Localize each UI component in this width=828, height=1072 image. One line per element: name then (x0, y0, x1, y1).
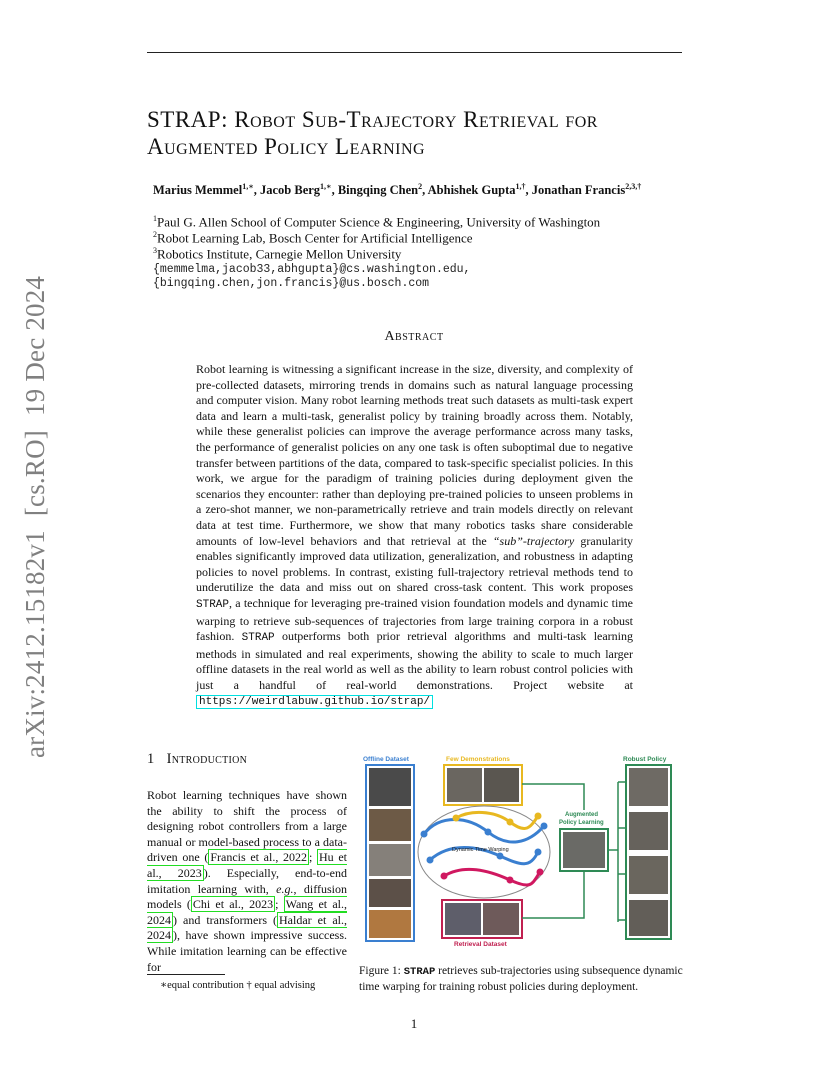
intro-emphasis: e.g. (276, 881, 294, 896)
augmented-policy-image (560, 829, 608, 871)
augmented-label-1: Augmented (565, 812, 598, 818)
few-demonstrations-label: Few Demonstrations (446, 756, 510, 763)
method-name: STRAP (241, 632, 275, 645)
author-name: Bingqing Chen (337, 183, 419, 198)
section-heading (147, 751, 247, 768)
project-website-link[interactable]: https://weirdlabuw.github.io/strap/ (196, 695, 433, 709)
robust-policy-label: Robust Policy (623, 756, 667, 763)
citation-link[interactable]: Francis et al., 2022 (210, 850, 307, 865)
affiliation-text: Paul G. Allen School of Computer Science & Engineering, University of Washington (157, 214, 601, 230)
arxiv-category: [cs.RO] (20, 430, 50, 517)
abstract-text: granularity enables significantly improved data utilization, generalization, and robustness in adapting policies to novel problems. In contrast, existing full-trajectory retrieval methods tend to underutilize the data and miss out on shared cross-task content. This work proposes (196, 533, 634, 595)
caption-method: STRAP (403, 966, 436, 978)
few-demonstrations-images (444, 765, 522, 805)
footnote-rule (147, 974, 225, 975)
citation-link[interactable]: Haldar et al., 2024 (147, 912, 348, 943)
email-line-2: {bingqing.chen,jon.francis}@us.bosch.com (153, 277, 430, 290)
author-sup: 1,∗ (320, 182, 332, 191)
offline-dataset-images (366, 765, 414, 941)
footnote: ∗equal contribution † equal advising (160, 980, 316, 991)
top-rule (147, 52, 682, 53)
figure-caption (359, 964, 683, 995)
method-name: STRAP (196, 598, 230, 611)
abstract-emphasis: “sub”-trajectory (492, 533, 575, 548)
author-sup: 1,† (515, 182, 526, 191)
abstract-heading: Abstract (384, 329, 444, 344)
author-name: Jacob Berg (259, 183, 321, 198)
intro-text: Robot learning techniques have shown the ability to shift the process of designing robot controllers from a large manual or model-based process to a data-driven one ( (147, 788, 347, 865)
affiliation (153, 214, 600, 230)
intro-text: ). Especially, end-to-end imitation learning with, (147, 865, 347, 896)
affiliation-number: 1 (153, 214, 157, 223)
abstract-text: , a technique for leveraging pre-trained vision foundation models and dynamic time warping to retrieve sub-sequences of trajectories from large training corpora in a robust fashion. (196, 595, 633, 644)
abstract-text: outperforms both prior retrieval algorithms and multi-task learning methods in simulated and real experiments, showing the ability to scale to much larger offline datasets in the real world as well as the ability to learn robust control policies with just a handful of real-world demonstrations. Project website at (196, 629, 634, 692)
affiliation-number: 3 (153, 246, 157, 255)
intro-text: , diffusion models ( (147, 881, 347, 912)
trajectory-path-blue (424, 820, 544, 843)
author-name: Jonathan Francis (531, 183, 626, 198)
citation-link[interactable]: Wang et al., 2024 (147, 897, 347, 927)
title-line-1: STRAP: Robot Sub-Trajectory Retrieval for (147, 107, 598, 132)
paper-title (147, 106, 707, 160)
arxiv-id: arXiv:2412.15182v1 (20, 530, 50, 758)
abstract-text: Robot learning is witnessing a significant increase in the size, diversity, and complexity of pre-collected datasets, mirroring trends in domains such as natural language processing and computer vision. Many robot learning methods treat such datasets as multi-task expert data and learn a multi-task, generalist policy by training broadly across them. Notably, while these generalist policies can improve the average performance across many tasks, the performance of generalist policies on any one task is often suboptimal due to negative transfer between partitions of the data, compared to task-specific specialist policies. In this work, we argue for the paradigm of training policies during deployment given the scenarios they encounter: rather than deploying pre-trained policies to unseen problems in a zero-shot manner, we non-parametrically retrieve and train models directly on relevant data at test time. Furthermore, we show that many robotics tasks share considerable amounts of low-level behaviors and that retrieval at the (196, 362, 633, 548)
section-title: Introduction (166, 751, 248, 767)
intro-text: ; (308, 850, 317, 865)
author-sup: 1,∗ (242, 182, 254, 191)
author-sup: 2,3,† (625, 182, 642, 191)
email-line-1: {memmelma,jacob33,abhgupta}@cs.washington.edu, (153, 263, 471, 276)
affiliation-number: 2 (153, 230, 157, 239)
section-number: 1 (147, 751, 155, 767)
affiliation-text: Robot Learning Lab, Bosch Center for Artificial Intelligence (157, 230, 473, 246)
intro-paragraph (147, 788, 347, 975)
affiliation (153, 246, 401, 262)
arxiv-date: 19 Dec 2024 (20, 275, 50, 417)
trajectory-path-red (444, 869, 540, 885)
citation-link[interactable]: Hu et al., 2023 (147, 850, 347, 880)
title-line-2: Augmented Policy Learning (147, 134, 426, 159)
page-number: 1 (410, 1016, 418, 1031)
author-name: Marius Memmel (153, 183, 243, 198)
intro-text: ) and transformers ( (173, 912, 278, 927)
affiliation (153, 230, 473, 246)
citation-link[interactable]: Chi et al., 2023 (192, 897, 274, 912)
author-name: Abhishek Gupta (427, 183, 516, 198)
caption-text: retrieves sub-trajectories using subsequence dynamic time warping for training robust policies during deployment. (359, 965, 683, 993)
abstract-body (196, 362, 633, 711)
figure-1 (360, 752, 684, 952)
affiliation-text: Robotics Institute, Carnegie Mellon University (157, 246, 402, 262)
augmented-label-2: Policy Learning (559, 820, 604, 826)
author-sup: 2 (418, 182, 423, 191)
robust-policy-images (626, 765, 671, 939)
intro-text: ), have shown impressive success. While imitation learning can be effective for (147, 928, 347, 974)
caption-label: Figure 1: (359, 965, 401, 977)
offline-dataset-label: Offline Dataset (363, 756, 409, 763)
dtw-label: Dynamic Time Warping (452, 847, 509, 853)
intro-text: ; (275, 897, 284, 912)
author-list: Marius Memmel$^{1,∗}$, Jacob Berg$^{1,∗}$, Bingqing Chen$^2$, Abhishek Gupta$^{1,\dagger}$, Jonathan Francis$^{2,3,\dagger}$ (153, 182, 642, 198)
retrieval-dataset-label: Retrieval Dataset (454, 941, 507, 948)
retrieval-dataset-images (442, 900, 522, 938)
